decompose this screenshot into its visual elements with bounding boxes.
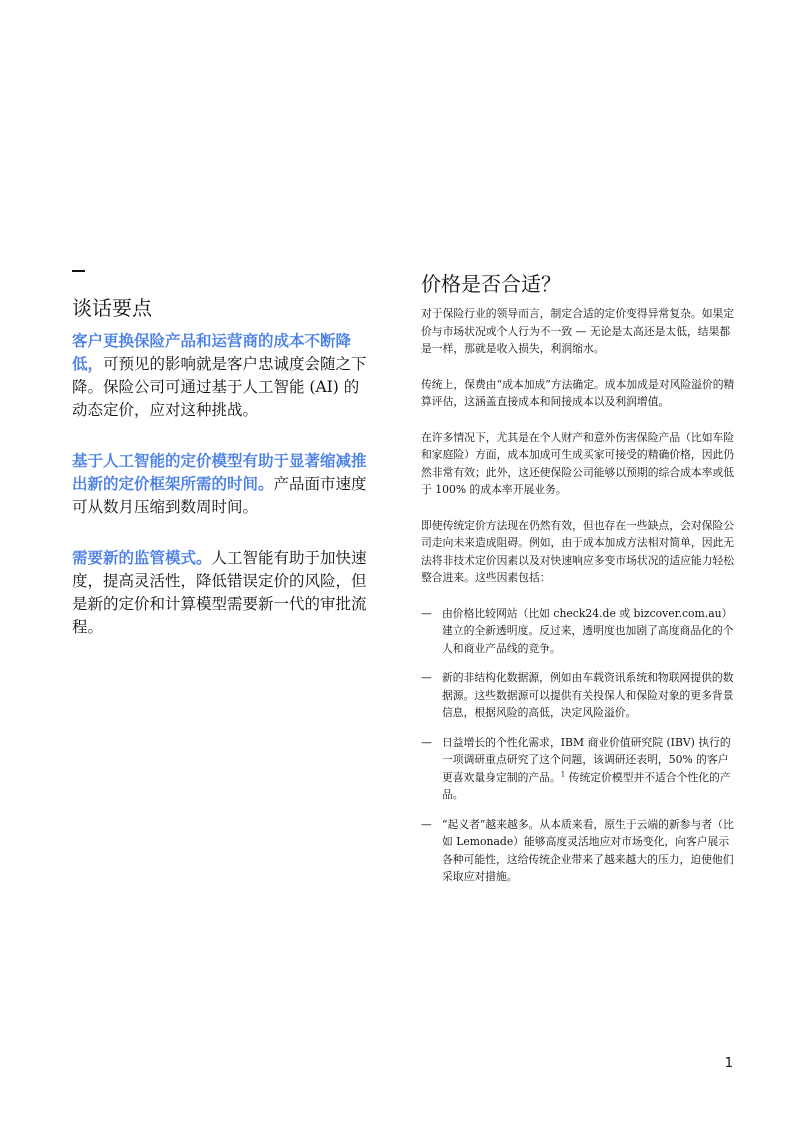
talking-point-highlight: 客户更换保险产品和运营商的成本不断降低， xyxy=(72,332,352,373)
bullet-dash: — xyxy=(421,606,432,620)
list-item-text: “起义者”越来越多。从本质来看，原生于云端的新参与者（比如 Lemonade）能够高度灵活地应对市场变化，向客户展示各种可能性，这给传统企业带来了越来越大的压力，迫使他们采取应对措施。 xyxy=(442,817,734,883)
talking-point xyxy=(72,547,368,639)
talking-points xyxy=(72,330,368,667)
section-dash xyxy=(72,270,85,272)
page-number: 1 xyxy=(724,1056,733,1071)
body-paragraph: 对于保险行业的领导而言，制定合适的定价变得异常复杂。如果定价与市场状况或个人行为不一致 — 无论是太高还是太低，结果都是一样，那就是收入损失，利润缩水。 xyxy=(421,307,735,355)
list-item-text: 新的非结构化数据源，例如由车载资讯系统和物联网提供的数据源。这些数据源可以提供有关投保人和保险对象的更多背景信息，根据风险的高低，决定风险溢价。 xyxy=(442,671,734,719)
list-item xyxy=(421,816,739,886)
footnote-ref[interactable]: 1 xyxy=(560,769,566,778)
talking-point-highlight: 需要新的监管模式。 xyxy=(72,549,212,567)
list-item-text: 由价格比较网站（比如 check24.de 或 bizcover.com.au）建立的全新透明度。反过来，透明度也加剧了高度商品化的个人和商业产品线的竞争。 xyxy=(442,606,734,655)
talking-points-title: 谈话要点 xyxy=(72,296,152,320)
factor-list xyxy=(421,605,739,886)
talking-point-text: 可预见的影响就是客户忠诚度会随之下降。保险公司可通过基于人工智能 (AI) 的动态定价，应对这种挑战。 xyxy=(72,355,367,419)
talking-point xyxy=(72,450,368,519)
section-title: 价格是否合适？ xyxy=(421,272,561,296)
body-paragraph: 传统上，保费由“成本加成”方法确定。成本加成是对风险溢价的精算评估，这涵盖直接成本和间接成本以及利润增值。 xyxy=(421,377,735,408)
list-item xyxy=(421,669,739,722)
body-paragraph: 在许多情况下，尤其是在个人财产和意外伤害保险产品（比如车险和家庭险）方面，成本加成可生成买家可接受的精确价格，因此仍然非常有效；此外，这还使保险公司能够以预期的综合成本率或低于 100% 的成本率开展业务。 xyxy=(421,430,735,496)
list-item xyxy=(421,734,739,804)
bullet-dash: — xyxy=(421,735,432,749)
list-item-text: 日益增长的个性化需求，IBM 商业价值研究院 (IBV) 执行的一项调研重点研究了这个问题，该调研还表明，50% 的客户更喜欢量身定制的产品。 xyxy=(442,735,731,784)
main-body xyxy=(421,305,739,898)
talking-point-highlight: 基于人工智能的定价模型有助于显著缩减推出新的定价框架所需的时间。 xyxy=(72,452,367,493)
body-paragraph: 即使传统定价方法现在仍然有效，但也存在一些缺点，会对保险公司走向未来造成阻碍。例如，由于成本加成方法相对简单，因此无法将非技术定价因素以及对快速响应多变市场状况的适应能力轻松整合进来。这些因素包括： xyxy=(421,518,735,584)
talking-point-text: 产品面市速度可从数月压缩到数周时间。 xyxy=(72,475,367,516)
list-item-text: 传统定价模型并不适合个性化的产品。 xyxy=(442,770,731,801)
bullet-dash: — xyxy=(421,817,432,831)
talking-point xyxy=(72,330,368,422)
bullet-dash: — xyxy=(421,671,432,684)
list-item xyxy=(421,605,739,658)
talking-point-text: 人工智能有助于加快速度，提高灵活性，降低错误定价的风险，但是新的定价和计算模型需要新一代的审批流程。 xyxy=(72,549,367,636)
